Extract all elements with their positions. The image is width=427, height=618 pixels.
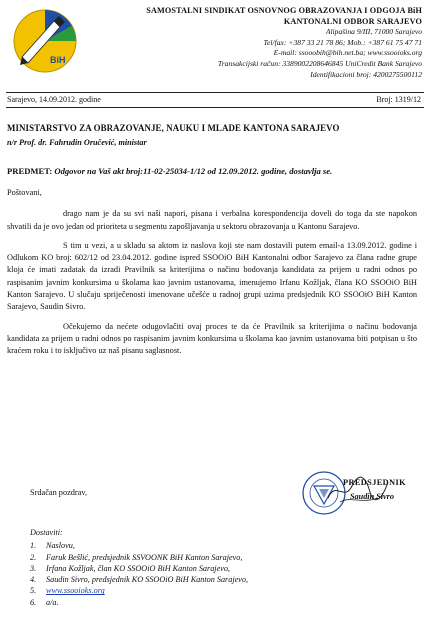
letterhead	[84, 6, 422, 80]
recipient-institution: MINISTARSTVO ZA OBRAZOVANJE, NAUKU I MLADE KANTONA SARAJEVO	[7, 123, 340, 133]
list-item-text: Saudin Sivro, predsjednik KO SSOOiO BiH Kanton Sarajevo,	[46, 575, 249, 585]
list-item	[30, 540, 248, 551]
list-item-text: a/a.	[46, 597, 59, 607]
list-item	[30, 563, 248, 574]
org-account: Transakcijski račun: 3389002208646845 UniCredit Bank Sarajevo	[217, 58, 422, 68]
body-paragraph: S tim u vezi, a u skladu sa aktom iz naslova koji ste nam dostavili putem email-a 13.09.2012. godine i Odlukom KO broj: 602/12 od 23.04.2012. godine ispred SSOOiO BiH Kantonalni odbor Sarajevo za člana radne grupe kloja će imati zadatak da izradi Pravilnik sa kriterijima o načinu bodovanja kandidata za prijem u radni odnos po raspisanim javnim konkursima u školama kao javnim ustanovama, imenujemo Irfanu Kožljak, člana KO SSOOiO BiH Kanton Sarajevo. U slučaju spriječenosti imenovane učešće u radnoj grupi uzima predsjednik KO SSOOiO BiH Kanton Sarajevo, Saudin Sivro.	[7, 240, 417, 312]
list-item-text: Naslovu,	[46, 541, 75, 551]
org-address: Alipašina 9/III, 71000 Sarajevo	[325, 27, 422, 37]
org-name: SAMOSTALNI SINDIKAT OSNOVNOG OBRAZOVANJA I ODGOJA BiH	[146, 6, 422, 15]
letter-number: Broj: 1319/12	[376, 95, 421, 104]
recipient-block	[7, 123, 419, 147]
letter-date: Sarajevo, 14.09.2012. godine	[7, 95, 101, 104]
divider-top	[6, 92, 424, 93]
org-phone: Tel/fax: +387 33 21 78 86; Mob.: +387 61 75 47 71	[263, 37, 422, 47]
list-item-number: 3.	[30, 563, 37, 573]
org-email: E-mail: ssooobih@bih.net.ba; www.ssooioks.org	[273, 48, 422, 58]
subject-label: PREDMET:	[7, 166, 53, 176]
closing: Srdačan pozdrav,	[30, 488, 88, 497]
list-item-number: 6.	[30, 597, 37, 607]
subject-line	[7, 166, 421, 176]
body-paragraph: Očekujemo da nećete odugovlačiti ovaj proces te da će Pravilnik sa kriterijima o načinu bodovanja kandidata za prijem u radni odnos po raspisanim javnim konkursima u školama kao javnim ustanovama biti potpisan u što kraćem roku i to isključivo uz naš pisanu saglasnost.	[7, 321, 417, 356]
list-item-number: 5.	[30, 586, 37, 596]
list-item-number: 4.	[30, 575, 37, 585]
letter-body	[7, 187, 417, 365]
distribution-heading: Dostaviti:	[30, 528, 63, 537]
list-item	[30, 574, 248, 585]
signature-name: Saudin Sivro	[350, 492, 394, 501]
body-paragraph: drago nam je da su svi naši napori, pisana i verbalna korespondencija doveli do toga da ste napokon shvatili da je ovo jedan od prioriteta u segmentu zapošljavanja u sektoru obrazovanja u Kantonu Sarajevo.	[7, 209, 417, 231]
distribution-list	[30, 527, 248, 608]
union-logo-icon	[10, 7, 80, 75]
list-item-text: Faruk Bešlić, predsjednik SSVOONK BiH Kanton Sarajevo,	[46, 552, 243, 562]
list-item-number: 2.	[30, 552, 37, 562]
org-id-number: Identifikacioni broj: 4200275500112	[310, 69, 422, 79]
list-item-number: 1.	[30, 541, 37, 551]
list-item	[30, 597, 248, 608]
list-item-text: Irfana Kožljak, član KO SSOOiO BiH Kanton Sarajevo,	[46, 563, 230, 573]
distribution-items	[30, 540, 248, 608]
greeting: Poštovani,	[7, 188, 42, 197]
logo-text: BiH	[50, 55, 66, 65]
list-item	[30, 552, 248, 563]
website-link[interactable]: www.ssooioks.org	[46, 586, 105, 596]
org-branch: KANTONALNI ODBOR SARAJEVO	[283, 16, 422, 26]
list-item	[30, 585, 248, 596]
signature-title: PREDSJEDNIK	[343, 478, 406, 487]
recipient-person: n/r Prof. dr. Fahrudin Oručević, ministar	[7, 138, 147, 147]
subject-text: Odgovor na Vaš akt broj:11-02-25034-1/12 od 12.09.2012. godine, dostavlja se.	[54, 166, 333, 176]
divider-bottom	[6, 107, 424, 108]
